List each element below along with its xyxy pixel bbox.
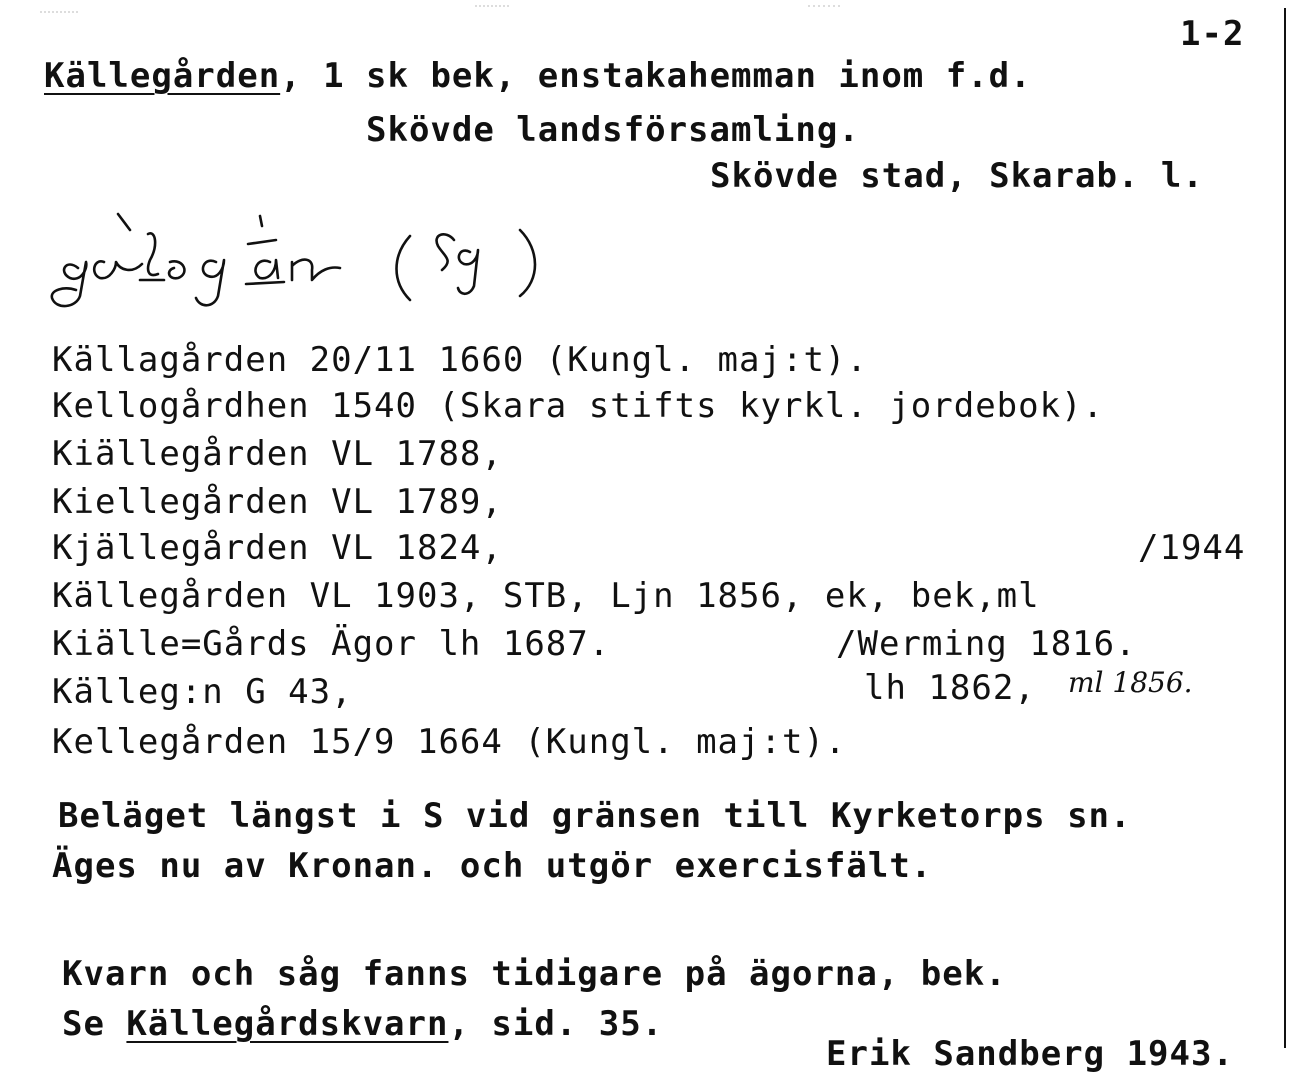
scan-edge-marks: [0, 0, 1302, 14]
header-line-1: [44, 56, 1032, 96]
form-line-7: Kiälle=Gårds Ägor lh 1687.: [52, 624, 611, 664]
place-name: Källegården: [44, 56, 281, 96]
see-prefix: Se: [62, 1004, 127, 1044]
description-line-2: Äges nu av Kronan. och utgör exercisfält.: [52, 846, 933, 886]
signature: Erik Sandberg 1943.: [826, 1034, 1234, 1074]
form-line-2: Kellogårdhen 1540 (Skara stifts kyrkl. jordebok).: [52, 386, 1105, 426]
form-line-3: Kiällegården VL 1788,: [52, 434, 503, 474]
form-line-1: Källagården 20/11 1660 (Kungl. maj:t).: [52, 340, 868, 380]
header-line-2: Skövde landsförsamling.: [366, 110, 860, 150]
margin-note-1944: /1944: [1138, 528, 1246, 568]
see-also-line-2: [62, 1004, 663, 1044]
form-line-6: Källegården VL 1903, STB, Ljn 1856, ek, bek,ml: [52, 576, 1040, 616]
margin-note-werming: /Werming 1816.: [836, 624, 1137, 664]
handwritten-margin-note: ml 1856.: [1068, 666, 1193, 699]
card-number: 1-2: [1180, 14, 1245, 54]
margin-note-lh-1862: lh 1862,: [864, 668, 1036, 708]
card-right-edge: [1284, 8, 1286, 1048]
cross-reference-link: Källegårdskvarn: [126, 1004, 449, 1044]
form-line-9: Kellegården 15/9 1664 (Kungl. maj:t).: [52, 722, 847, 762]
header-line-3: Skövde stad, Skarab. l.: [710, 156, 1204, 196]
see-also-line-1: Kvarn och såg fanns tidigare på ägorna, bek.: [62, 954, 1007, 994]
description-line-1: Beläget längst i S vid gränsen till Kyrketorps sn.: [58, 796, 1132, 836]
handwritten-pronunciation: [30, 200, 570, 320]
form-line-4: Kiellegården VL 1789,: [52, 482, 503, 522]
form-line-8: Källeg:n G 43,: [52, 672, 353, 712]
form-line-5: Kjällegården VL 1824,: [52, 528, 503, 568]
header-rest: , 1 sk bek, enstakahemman inom f.d.: [280, 56, 1032, 96]
see-suffix: , sid. 35.: [448, 1004, 664, 1044]
